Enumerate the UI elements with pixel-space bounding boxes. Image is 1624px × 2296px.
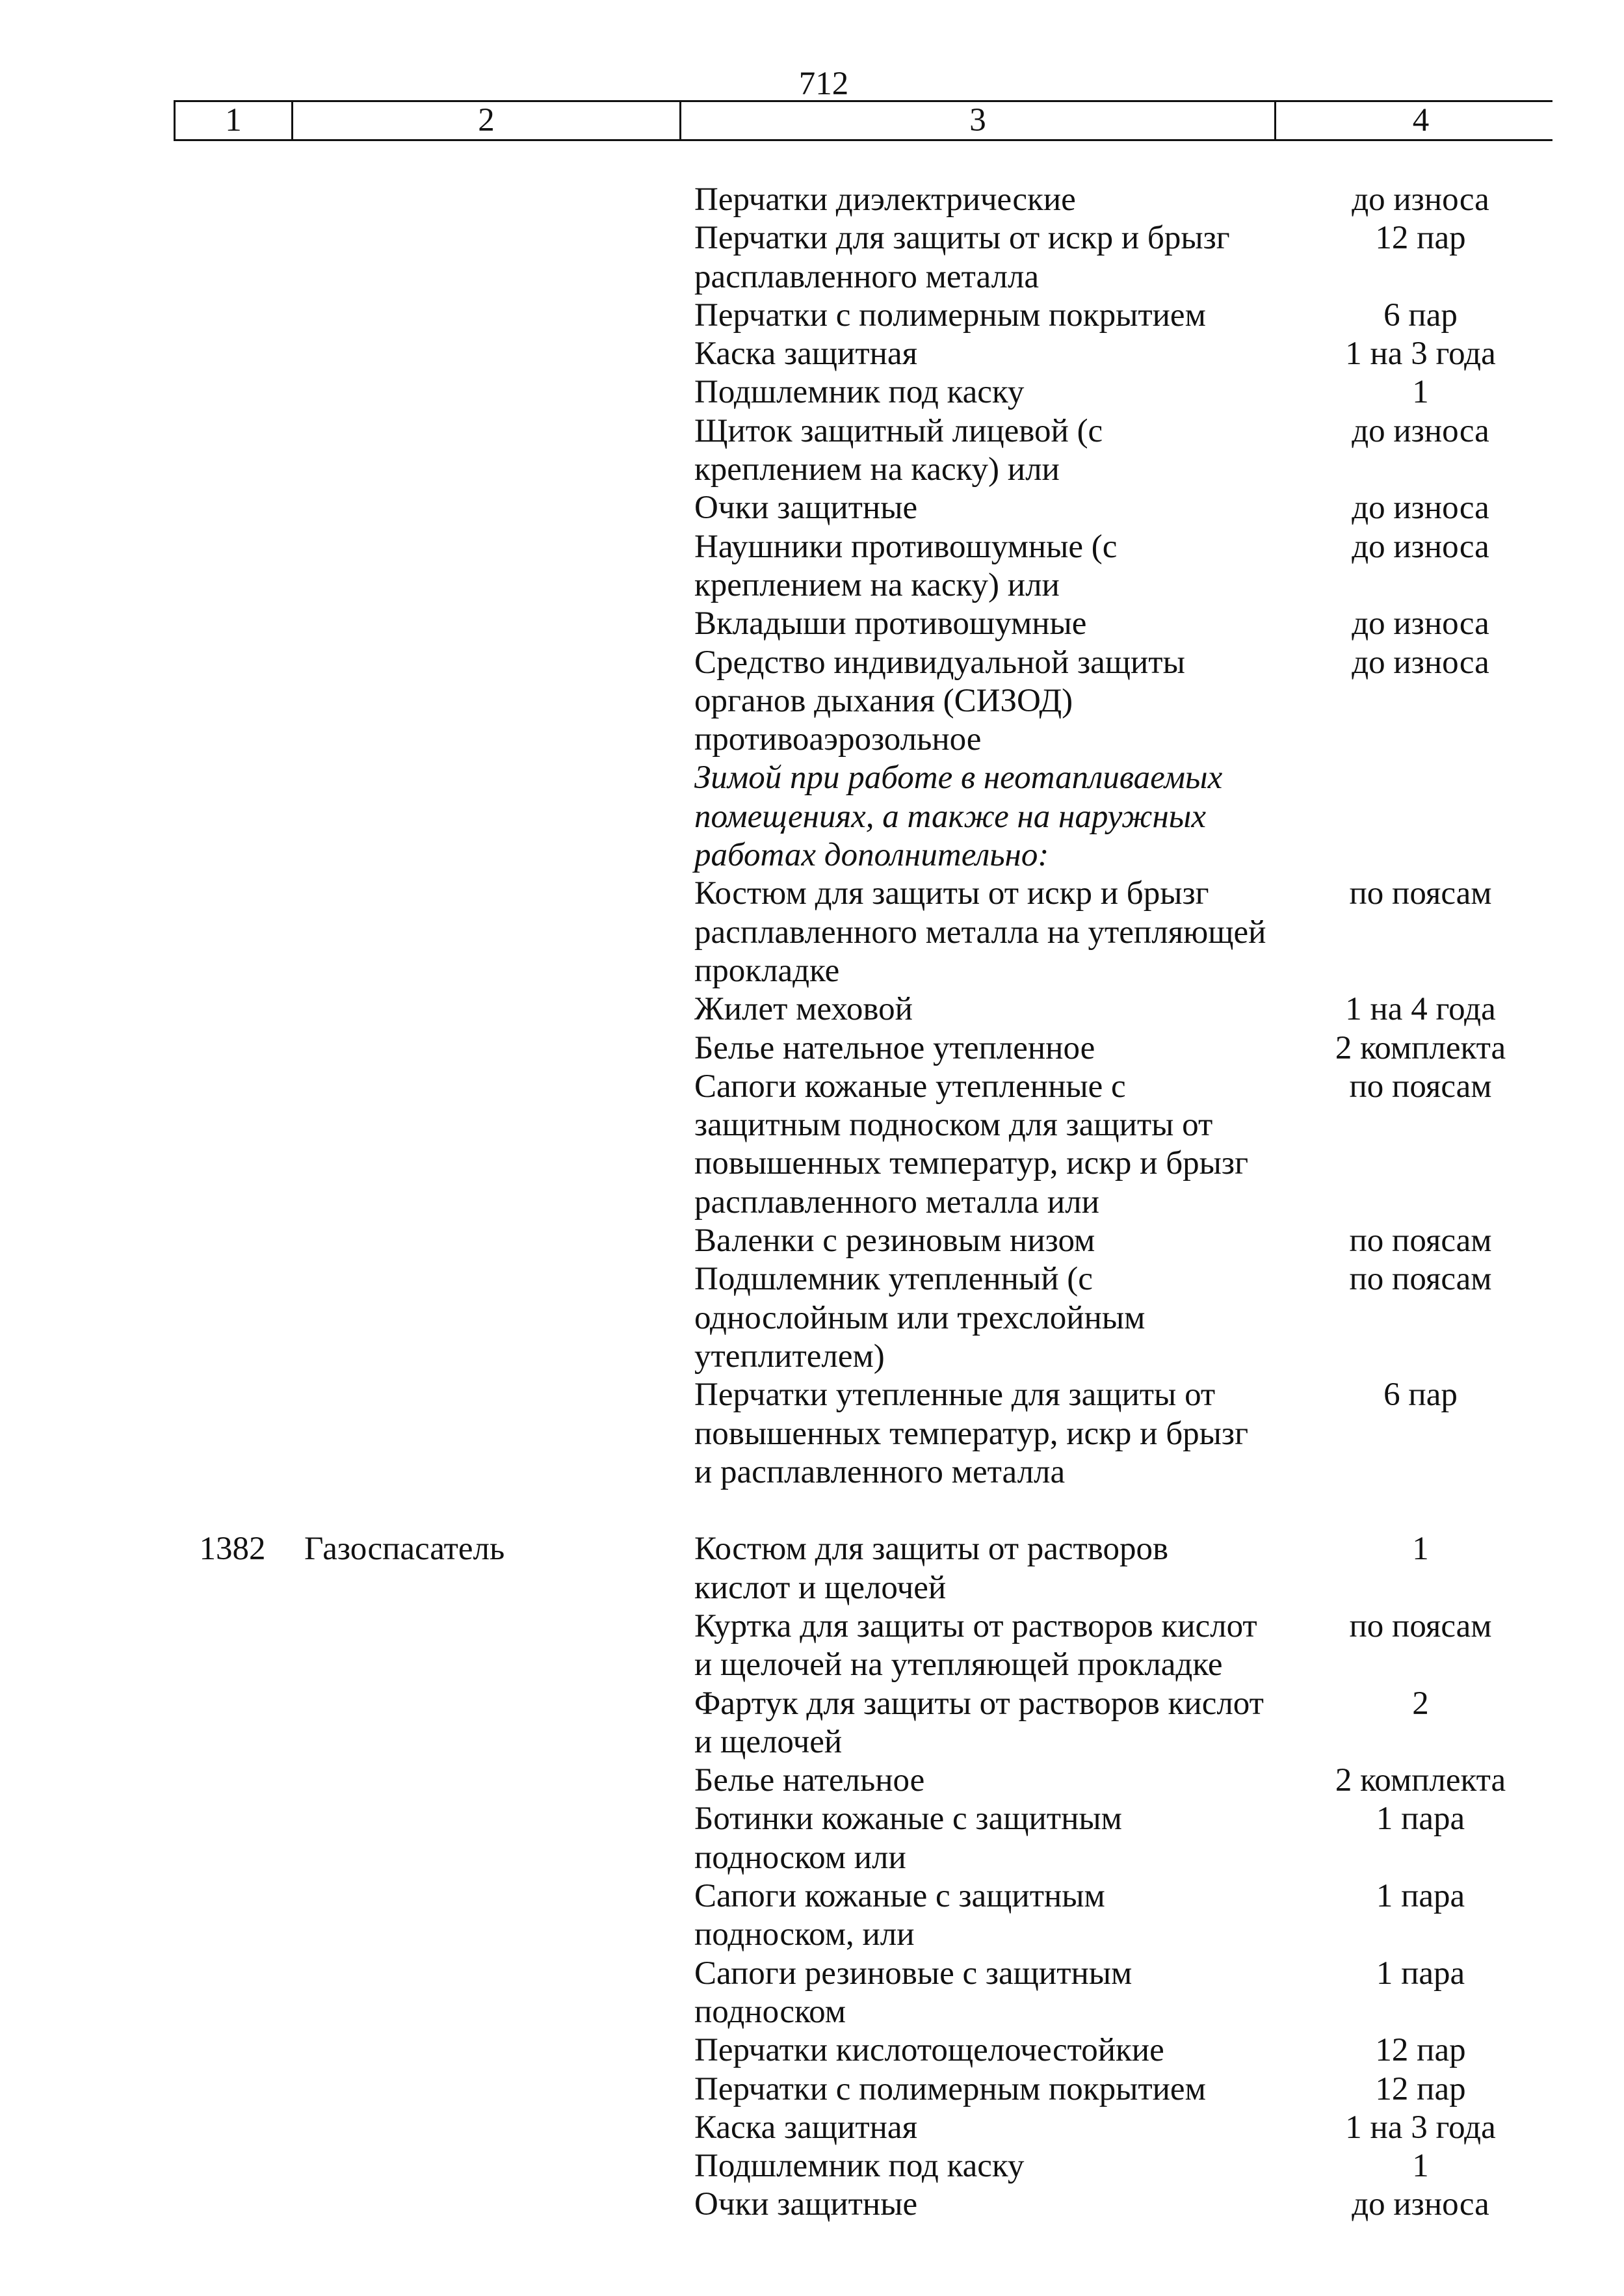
issue-norm: по поясам — [1349, 1222, 1492, 1260]
page-number: 712 — [798, 66, 849, 102]
ppe-name-line: Подшлемник под каску — [694, 374, 1025, 411]
ppe-item — [679, 1260, 1567, 1376]
issue-norm: до износа — [1352, 490, 1489, 527]
issue-norm: 1 пара — [1376, 1955, 1465, 1992]
issue-norm: по поясам — [1349, 875, 1492, 912]
ppe-name — [679, 875, 1274, 990]
profession-name — [291, 181, 679, 1492]
ppe-name-line: Ботинки кожаные с защитным — [694, 1801, 1122, 1838]
ppe-item — [679, 1068, 1567, 1222]
ppe-item — [679, 2070, 1567, 2109]
ppe-item — [679, 1607, 1567, 1685]
ppe-name-line: Подшлемник утепленный (с — [694, 1261, 1093, 1298]
ppe-name-line: подноском, или — [694, 1916, 915, 1953]
ppe-list — [679, 181, 1567, 1492]
ppe-name-line: Каска защитная — [694, 336, 918, 373]
issue-norm: 1 — [1412, 1531, 1429, 1568]
ppe-item — [679, 297, 1567, 335]
ppe-item — [679, 1877, 1567, 1955]
ppe-name-line: Костюм для защиты от растворов — [694, 1531, 1169, 1568]
ppe-name — [679, 1029, 1274, 1068]
ppe-name-line: противоаэрозольное — [694, 721, 982, 758]
ppe-name-line: Перчатки с полимерным покрытием — [694, 2070, 1206, 2107]
ppe-name-line: Средство индивидуальной защиты — [694, 644, 1185, 681]
ppe-name — [679, 644, 1274, 759]
ppe-name-line: Наушники противошумные (с — [694, 528, 1118, 565]
ppe-name — [679, 1877, 1274, 1955]
issue-norm: 1 на 4 года — [1345, 991, 1496, 1028]
issue-norm: 12 пар — [1375, 2070, 1466, 2107]
ppe-name-line: Перчатки диэлектрические — [694, 181, 1076, 218]
ppe-name-line: и щелочей — [694, 1723, 843, 1760]
ppe-name — [679, 2185, 1274, 2224]
ppe-name-line: и расплавленного металла — [694, 1453, 1066, 1490]
column-header-1: 1 — [176, 102, 293, 139]
ppe-item — [679, 1376, 1567, 1492]
ppe-item — [679, 1685, 1567, 1762]
ppe-name-line: Каска защитная — [694, 2109, 918, 2146]
ppe-name — [679, 1762, 1274, 1800]
ppe-name-line: расплавленного металла на утепляющей — [694, 914, 1266, 951]
ppe-name — [679, 2147, 1274, 2185]
ppe-name — [679, 1376, 1274, 1492]
entry-group — [174, 1530, 1567, 2224]
ppe-item — [679, 605, 1567, 643]
ppe-name — [679, 489, 1274, 527]
ppe-name — [679, 1955, 1274, 2032]
ppe-name — [679, 1800, 1274, 1877]
table-body — [174, 181, 1567, 2224]
ppe-name-line: органов дыхания (СИЗОД) — [694, 682, 1073, 719]
entry-group — [174, 181, 1567, 1492]
ppe-name-line: Валенки с резиновым низом — [694, 1222, 1095, 1260]
issue-norm: до износа — [1352, 412, 1489, 449]
issue-norm: до износа — [1352, 2186, 1489, 2223]
ppe-item — [679, 875, 1567, 990]
ppe-item — [679, 373, 1567, 412]
ppe-name-line: креплением на каску) или — [694, 566, 1060, 603]
ppe-item — [679, 1762, 1567, 1800]
ppe-name-line: Куртка для защиты от растворов кислот — [694, 1607, 1257, 1644]
ppe-name-line: прокладке — [694, 952, 840, 989]
issue-norm: 2 комплекта — [1335, 1762, 1506, 1799]
ppe-name-line: Фартук для защиты от растворов кислот — [694, 1685, 1264, 1722]
ppe-name — [679, 2109, 1274, 2147]
ppe-name — [679, 181, 1274, 219]
ppe-name-line: Костюм для защиты от искр и брызг — [694, 875, 1209, 912]
ppe-name — [679, 2070, 1274, 2109]
ppe-item — [679, 1955, 1567, 2032]
ppe-name — [679, 219, 1274, 297]
ppe-name-line: расплавленного металла — [694, 258, 1040, 295]
ppe-item — [679, 528, 1567, 605]
entry-number: 1382 — [199, 1531, 266, 1568]
issue-norm: 1 — [1412, 374, 1429, 411]
ppe-name — [679, 1685, 1274, 1762]
ppe-name-line: подноском — [694, 1993, 846, 2030]
ppe-name — [679, 1607, 1274, 1685]
ppe-name-line: и щелочей на утепляющей прокладке — [694, 1646, 1223, 1683]
winter-note — [679, 759, 1567, 875]
ppe-name — [679, 412, 1274, 490]
issue-norm: 2 комплекта — [1335, 1029, 1506, 1066]
column-header-3: 3 — [681, 102, 1276, 139]
ppe-item — [679, 2147, 1567, 2185]
winter-note-line: Зимой при работе в неотапливаемых — [694, 759, 1223, 797]
column-header-2: 2 — [293, 102, 681, 139]
ppe-name-line: Перчатки утепленные для защиты от — [694, 1377, 1216, 1414]
issue-norm: 12 пар — [1375, 220, 1466, 257]
ppe-name-line: Подшлемник под каску — [694, 2148, 1025, 2185]
ppe-list — [679, 1530, 1567, 2224]
issue-norm: 2 — [1412, 1685, 1429, 1722]
ppe-name-line: защитным подноском для защиты от — [694, 1107, 1213, 1144]
issue-norm: 12 пар — [1375, 2032, 1466, 2069]
ppe-name-line: однослойным или трехслойным — [694, 1299, 1146, 1336]
ppe-item — [679, 644, 1567, 759]
ppe-name — [679, 1068, 1274, 1222]
ppe-name — [679, 605, 1274, 643]
ppe-item — [679, 181, 1567, 219]
issue-norm: 1 на 3 года — [1345, 336, 1496, 373]
issue-norm: до износа — [1352, 181, 1489, 218]
ppe-name-line: Сапоги кожаные с защитным — [694, 1878, 1105, 1915]
ppe-name — [679, 335, 1274, 373]
ppe-name — [679, 1222, 1274, 1260]
ppe-item — [679, 489, 1567, 527]
ppe-name-line: подноском или — [694, 1839, 906, 1876]
issue-norm: 1 пара — [1376, 1801, 1465, 1838]
winter-note-line: работах дополнительно: — [694, 837, 1049, 874]
ppe-name-line: Жилет меховой — [694, 991, 913, 1028]
winter-note-text — [679, 759, 1274, 875]
ppe-name-line: Перчатки для защиты от искр и брызг — [694, 220, 1230, 257]
entry-number — [174, 181, 291, 1492]
ppe-item — [679, 990, 1567, 1029]
ppe-name — [679, 528, 1274, 605]
issue-norm: до износа — [1352, 528, 1489, 565]
ppe-name-line: Сапоги кожаные утепленные с — [694, 1068, 1126, 1105]
ppe-name — [679, 373, 1274, 412]
winter-note-line: помещениях, а также на наружных — [694, 798, 1206, 835]
issue-norm: 6 пар — [1383, 297, 1458, 334]
ppe-name-line: Перчатки кислотощелочестойкие — [694, 2032, 1164, 2069]
ppe-item — [679, 219, 1567, 297]
ppe-name-line: Сапоги резиновые с защитным — [694, 1955, 1133, 1992]
ppe-item — [679, 2185, 1567, 2224]
ppe-name-line: Белье нательное утепленное — [694, 1029, 1095, 1066]
issue-norm: 1 на 3 года — [1345, 2109, 1496, 2146]
profession-name: Газоспасатель — [304, 1531, 505, 1568]
issue-norm: 6 пар — [1383, 1377, 1458, 1414]
issue-norm: 1 пара — [1376, 1878, 1465, 1915]
ppe-name — [679, 990, 1274, 1029]
ppe-item — [679, 412, 1567, 490]
ppe-name-line: расплавленного металла или — [694, 1183, 1099, 1221]
ppe-item — [679, 335, 1567, 373]
ppe-name — [679, 2031, 1274, 2070]
ppe-name-line: Очки защитные — [694, 2186, 918, 2223]
ppe-name-line: повышенных температур, искр и брызг — [694, 1415, 1248, 1452]
ppe-item — [679, 2109, 1567, 2147]
ppe-item — [679, 1530, 1567, 1607]
ppe-item — [679, 2031, 1567, 2070]
ppe-item — [679, 1222, 1567, 1260]
ppe-item — [679, 1029, 1567, 1068]
issue-norm: по поясам — [1349, 1261, 1492, 1298]
ppe-name — [679, 297, 1274, 335]
ppe-name-line: Очки защитные — [694, 490, 918, 527]
ppe-name-line: повышенных температур, искр и брызг — [694, 1145, 1248, 1182]
ppe-name-line: Вкладыши противошумные — [694, 605, 1087, 642]
ppe-name-line: Щиток защитный лицевой (с — [694, 412, 1103, 449]
ppe-name — [679, 1530, 1274, 1607]
ppe-name-line: Белье нательное — [694, 1762, 925, 1799]
ppe-name-line: Перчатки с полимерным покрытием — [694, 297, 1206, 334]
issue-norm: 1 — [1412, 2148, 1429, 2185]
issue-norm-empty — [1274, 759, 1567, 875]
issue-norm: по поясам — [1349, 1607, 1492, 1644]
issue-norm: до износа — [1352, 605, 1489, 642]
issue-norm: по поясам — [1349, 1068, 1492, 1105]
ppe-item — [679, 1800, 1567, 1877]
issue-norm: до износа — [1352, 644, 1489, 681]
ppe-name — [679, 1260, 1274, 1376]
ppe-name-line: креплением на каску) или — [694, 451, 1060, 488]
ppe-name-line: кислот и щелочей — [694, 1569, 947, 1606]
table-header — [174, 100, 1552, 141]
column-header-4: 4 — [1412, 102, 1430, 139]
ppe-name-line: утеплителем) — [694, 1338, 885, 1375]
